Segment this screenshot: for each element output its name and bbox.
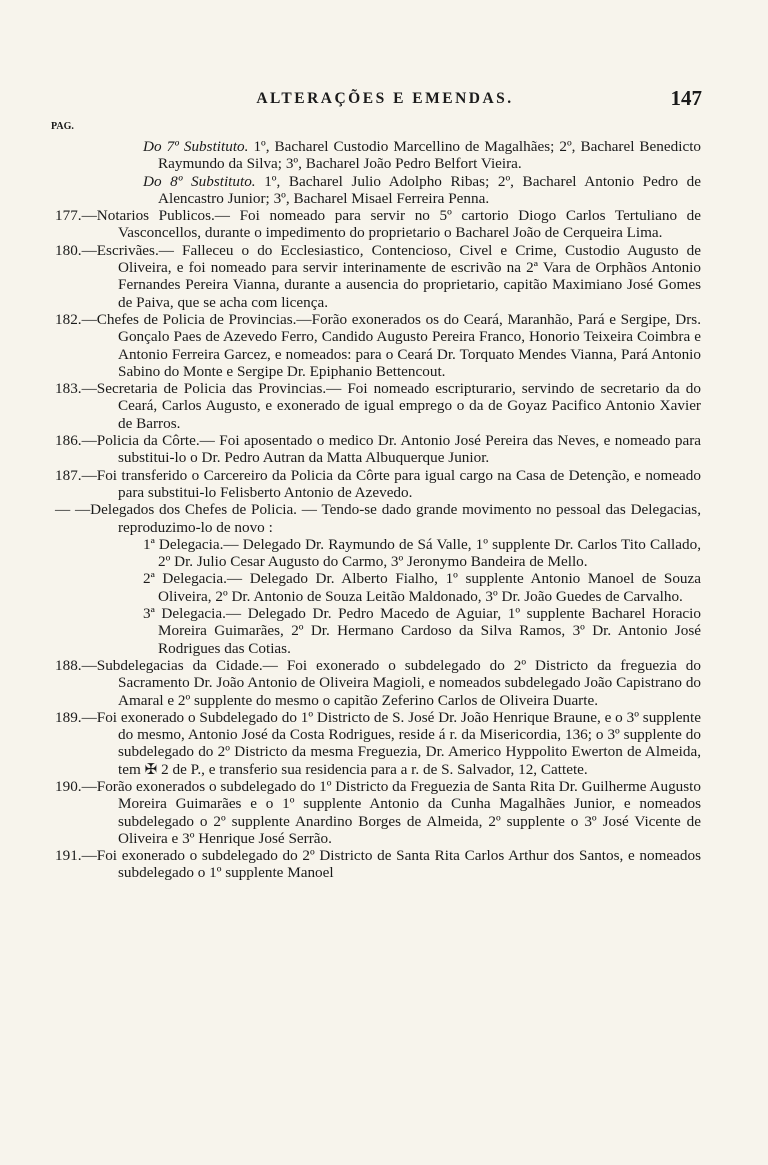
- page-header: [60, 88, 710, 114]
- page-number: 147: [670, 86, 702, 110]
- entry-delegacia-2: 2ª Delegacia.— Delegado Dr. Alberto Fialho, 1º supplente Antonio Manoel de Souza Oliveira, 2º Dr. Antonio de Souza Leitão Maldonado, 3º Dr. João Guedes de Carvalho.: [143, 570, 701, 605]
- entry-180: 180.—Escrivães.— Falleceu o do Ecclesiastico, Contencioso, Civel e Crime, Custodio Augusto de Oliveira, e foi nomeado para servir interinamente de escrivão na 2ª Vara de Orphãos Antonio Fernandes Pereira Vianna, durante a ausencia do proprietario, capitão Maximiano José Gomes de Paiva, que se acha com licença.: [55, 241, 701, 311]
- entry-lead: Do 8º Substituto.: [143, 172, 256, 190]
- entry-lead: Do 7º Substituto.: [143, 138, 249, 155]
- entry-188: 188.—Subdelegacias da Cidade.— Foi exonerado o subdelegado do 2º Districto da freguezia do Sacramento Dr. João Antonio de Oliveira Magioli, e nomeados subdelegado João Capistrano do Amaral e 2º supplente do mesmo o capitão Zeferino Carlos de Oliveira Duarte.: [55, 656, 701, 709]
- running-title: ALTERAÇÕES E EMENDAS.: [256, 90, 514, 107]
- entry-delegacia-3: 3ª Delegacia.— Delegado Dr. Pedro Macedo de Aguiar, 1º supplente Bacharel Horacio Moreira Guimarães, 2º Dr. Hermano Cardoso da Silva Ramos, 3º Dr. Antonio José Rodrigues das Cotias.: [143, 605, 701, 657]
- entry-187: 187.—Foi transferido o Carcereiro da Policia da Côrte para igual cargo na Casa de Detenção, e nomeado para substitui-lo Felisberto Antonio de Azevedo.: [55, 466, 701, 501]
- pag-label: PAG.: [51, 121, 74, 132]
- entry-186: 186.—Policia da Côrte.— Foi aposentado o medico Dr. Antonio José Pereira das Neves, e nomeado para substitui-lo o Dr. Pedro Autran da Matta Albuquerque Junior.: [55, 432, 701, 467]
- entry-text: 1º, Bacharel Custodio Marcellino de Magalhães; 2º, Bacharel Benedicto Raymundo da Silva; 3º, Bacharel João Pedro Belfort Vieira.: [158, 138, 702, 173]
- entry-substituto-7: [55, 138, 701, 173]
- entry-substituto-8: [55, 173, 701, 208]
- entry-delegacia-1: 1ª Delegacia.— Delegado Dr. Raymundo de Sá Valle, 1º supplente Dr. Carlos Tito Callado, 2º Dr. Julio Cesar Augusto do Carmo, 3º Jeronymo Bandeira de Mello.: [143, 535, 701, 571]
- entry-191: 191.—Foi exonerado o subdelegado do 2º Districto de Santa Rita Carlos Arthur dos Santos, e nomeados subdelegado o 1º supplente Manoel: [55, 847, 701, 882]
- entry-delegados: — —Delegados dos Chefes de Policia. — Tendo-se dado grande movimento no pessoal das Delegacias, reproduzimo-lo de novo :: [55, 501, 701, 536]
- entry-183: 183.—Secretaria de Policia das Provincias.— Foi nomeado escripturario, servindo de secretario da do Ceará, Carlos Augusto, e exonerado de igual emprego o da de Goyaz Pacifico Antonio Xavier de Barros.: [55, 380, 701, 432]
- entry-text: 1º, Bacharel Julio Adolpho Ribas; 2º, Bacharel Antonio Pedro de Alencastro Junior; 3º, Bacharel Misael Ferreira Penna.: [158, 172, 702, 207]
- entry-189: 189.—Foi exonerado o Subdelegado do 1º Districto de S. José Dr. João Henrique Braune, e o 3º supplente do mesmo, Antonio José da Costa Rodrigues, reside á r. da Misericordia, 136; o 3º supplente do subdelegado do 2º Districto da mesma Freguezia, Dr. Americo Hyppolito Ewerton de Almeida, tem ✠ 2 de P., e transferio sua residencia para a r. de S. Salvador, 12, Cattete.: [55, 708, 701, 778]
- entry-182: 182.—Chefes de Policia de Provincias.—Forão exonerados os do Ceará, Maranhão, Pará e Sergipe, Drs. Gonçalo Paes de Azevedo Ferro, Candido Augusto Pereira Franco, Honorio Teixeira Coimbra e Antonio Ferreira Garcez, e nomeados: para o Ceará Dr. Torquato Mendes Vianna, Pará Antonio Sabino do Monte e Sergipe Dr. Epiphanio Bettencout.: [55, 310, 701, 380]
- entry-177: 177.—Notarios Publicos.— Foi nomeado para servir no 5º cartorio Diogo Carlos Tertuliano de Vasconcellos, durante o impedimento do proprietario o Bacharel João de Cerqueira Lima.: [55, 207, 701, 242]
- entry-190: 190.—Forão exonerados o subdelegado do 1º Districto da Freguezia de Santa Rita Dr. Guilherme Augusto Moreira Guimarães e o 1º supplente Antonio da Cunha Magalhães Junior, e nomeados subdelegado o 2º supplente Anardino Borges de Almeida, 2º supplente o 3º José Vicente de Oliveira e 3º Henrique José Serrão.: [55, 777, 701, 847]
- entries-body: [55, 138, 701, 882]
